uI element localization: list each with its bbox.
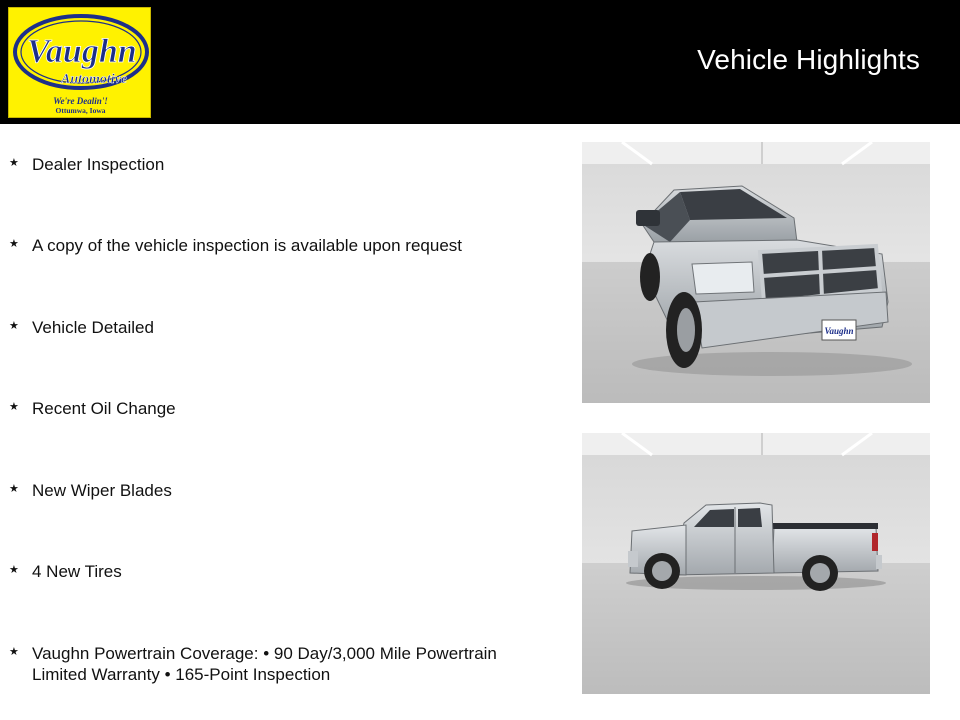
star-icon: ★ bbox=[9, 157, 19, 169]
vehicle-photo-side[interactable] bbox=[582, 433, 930, 694]
truck-front-image bbox=[582, 142, 930, 403]
logo-tagline: We're Dealin'! bbox=[53, 96, 108, 106]
star-icon: ★ bbox=[9, 320, 19, 332]
feature-text: Dealer Inspection bbox=[32, 155, 165, 174]
star-icon: ★ bbox=[9, 238, 19, 250]
feature-text: Recent Oil Change bbox=[32, 399, 176, 418]
feature-text: A copy of the vehicle inspection is available upon request bbox=[32, 236, 462, 255]
star-icon: ★ bbox=[9, 401, 19, 413]
feature-text: New Wiper Blades bbox=[32, 481, 172, 500]
header-bar bbox=[0, 0, 960, 124]
feature-text: Vehicle Detailed bbox=[32, 318, 154, 337]
plate-text: Vaughn bbox=[824, 326, 854, 336]
dealer-logo[interactable] bbox=[8, 7, 151, 118]
feature-text: 4 New Tires bbox=[32, 562, 122, 581]
logo-location: Ottumwa, Iowa bbox=[55, 106, 106, 115]
page-title: Vehicle Highlights bbox=[697, 44, 920, 75]
star-icon: ★ bbox=[9, 564, 19, 576]
vehicle-photo-front[interactable] bbox=[582, 142, 930, 403]
star-icon: ★ bbox=[9, 646, 19, 658]
svg-text:Vaughn: Vaughn bbox=[27, 33, 137, 70]
truck-side-image bbox=[582, 433, 930, 694]
feature-text: Vaughn Powertrain Coverage: • 90 Day/3,000 Mile Powertrain Limited Warranty • 165-Point Inspection bbox=[32, 644, 497, 684]
svg-text:Automotive: Automotive bbox=[61, 72, 128, 87]
star-icon: ★ bbox=[9, 483, 19, 495]
